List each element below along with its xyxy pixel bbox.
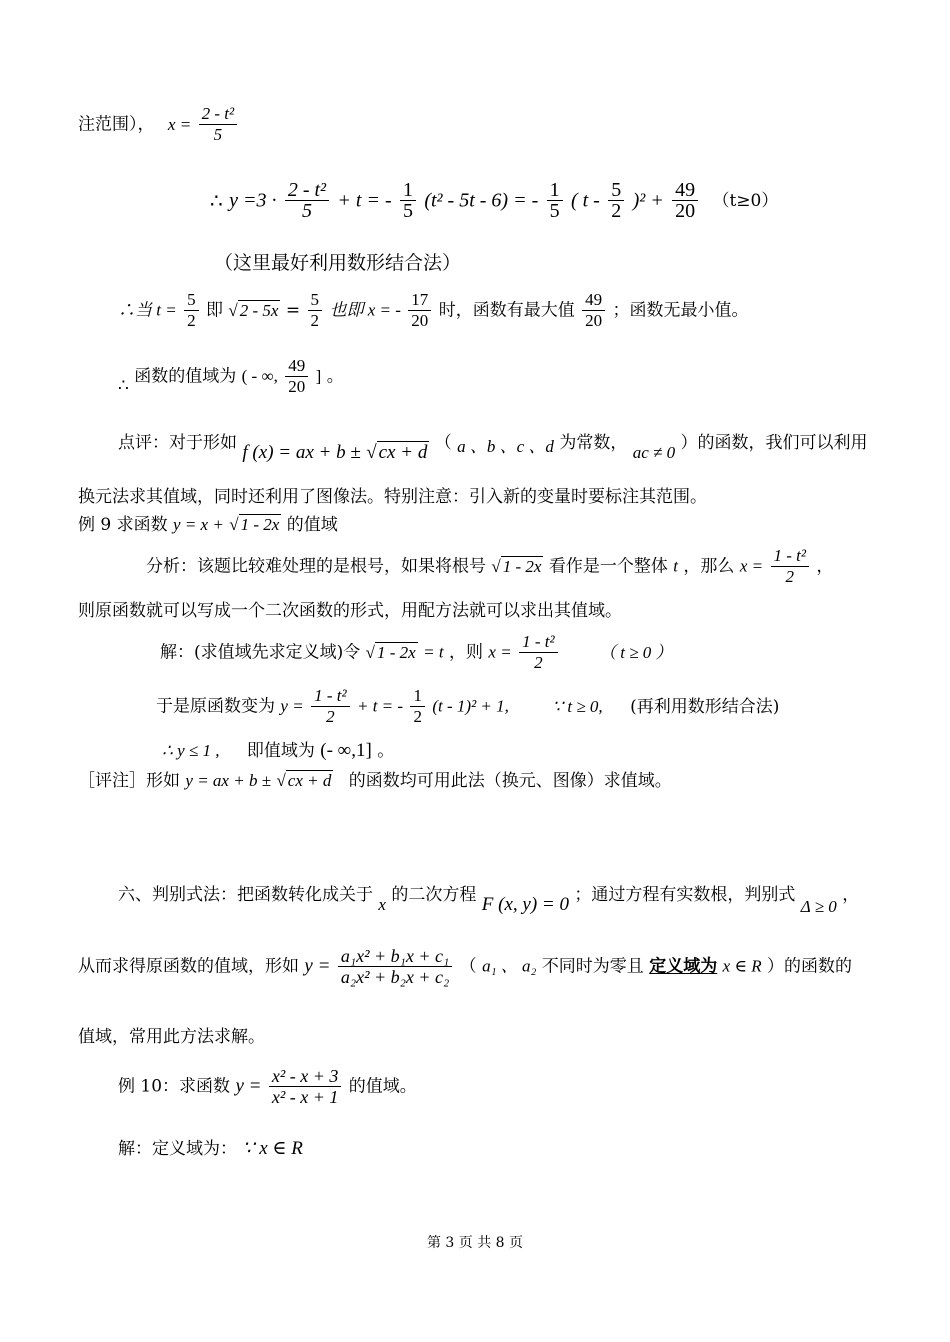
line-17: 值域，常用此方法求解。 — [78, 1027, 265, 1047]
line-2-equation: ∴ y =3 · $\frac{\text{2 - t²}}{5}$ + t = - $\frac{1}{5}$ (t² - 5t - 6) = - $\frac{1}{5}$ ( t - $\frac{5}{2}$ )² + $\frac{49}{20}$ （t≥0） — [210, 179, 779, 222]
line-7: 换元法求其值域，同时还利用了图像法。特别注意：引入新的变量时要标注其范围。 — [78, 487, 707, 507]
line-6: 点评：对于形如 f (x) = ax + b ± √ cx + d （ a 、b 、c 、d 为常数， ac ≠ 0 ）的函数，我们可以利用 — [118, 433, 868, 463]
line-5: ∴ 函数的值域为 ( - ∞, $\frac{49}{20}$ ] 。 — [118, 356, 344, 396]
eq-x: x = — [167, 114, 192, 134]
line-4: ∴当 t = $\frac{5}{2}$ 即 √ 2 - 5x = $\frac{5}{2}$ 也即 x = - $\frac{17}{20}$ 时，函数有最大值 $\frac{49}{20}$ ；函数无最小值。 — [118, 290, 749, 330]
line-1: 注范围）， x = $\frac{\text{2 - t²}}{5}$ — [78, 104, 239, 160]
line-14-comment: ［评注］形如 y = ax + b ± √ cx + d 的函数均可用此法（换元、图像）求值域。 — [78, 771, 672, 791]
line-9: 分析：该题比较难处理的是根号，如果将根号 √ 1 - 2x 看作是一个整体 t ，那么 x = $\frac{\text{1 - t²}}{2}$ ， — [146, 546, 834, 586]
line-3: （这里最好利用数形结合法） — [214, 252, 462, 274]
line-16: 从而求得原函数的值域，形如 y = $\frac{\text{a₁x² + b₁x + c₁}}{\text{a₂x² + b₂x + c₂}}$ （ a₁ 、 a₂ 不同时为零且 定义域为 x ∈ R ）的函数的 — [78, 946, 853, 987]
line-11-solution: 解：(求值域先求定义域)令 √ 1 - 2x = t ，则 x = $\frac{\text{1 - t²}}{2}$ （ t ≥ 0 ） — [160, 632, 673, 672]
sqrt-2-5x: √ 2 - 5x — [228, 300, 279, 320]
line-12: 于是原函数变为 y = $\frac{\text{1 - t²}}{2}$ + t = - $\frac{1}{2}$ (t - 1)² + 1, ∵ t ≥ 0, (再利用数形结合法) — [156, 686, 780, 726]
line-8-example-9: 例 9 求函数 y = x + √ 1 - 2x 的值域 — [78, 515, 338, 535]
line-18-example-10: 例 10：求函数 y = $\frac{\text{x² - x + 3}}{\text{x² - x + 1}}$ 的值域。 — [118, 1066, 417, 1107]
line-19: 解：定义域为： ∵ x ∈ R — [118, 1138, 303, 1159]
line-10: 则原函数就可以写成一个二次函数的形式，用配方法就可以求出其值域。 — [78, 601, 622, 621]
fraction: $\frac{\text{2 - t²}}{5}$ — [199, 104, 237, 145]
line-15-section-6: 六、判别式法：把函数转化成关于 x 的二次方程 F (x, y) = 0 ；通过方程有实数根，判别式 Δ ≥ 0 ， — [118, 885, 860, 916]
page-footer: 第 3 页 共 8 页 — [426, 1235, 524, 1251]
line-13: ∴ y ≤ 1 , 即值域为 (- ∞,1] 。 — [162, 740, 395, 761]
